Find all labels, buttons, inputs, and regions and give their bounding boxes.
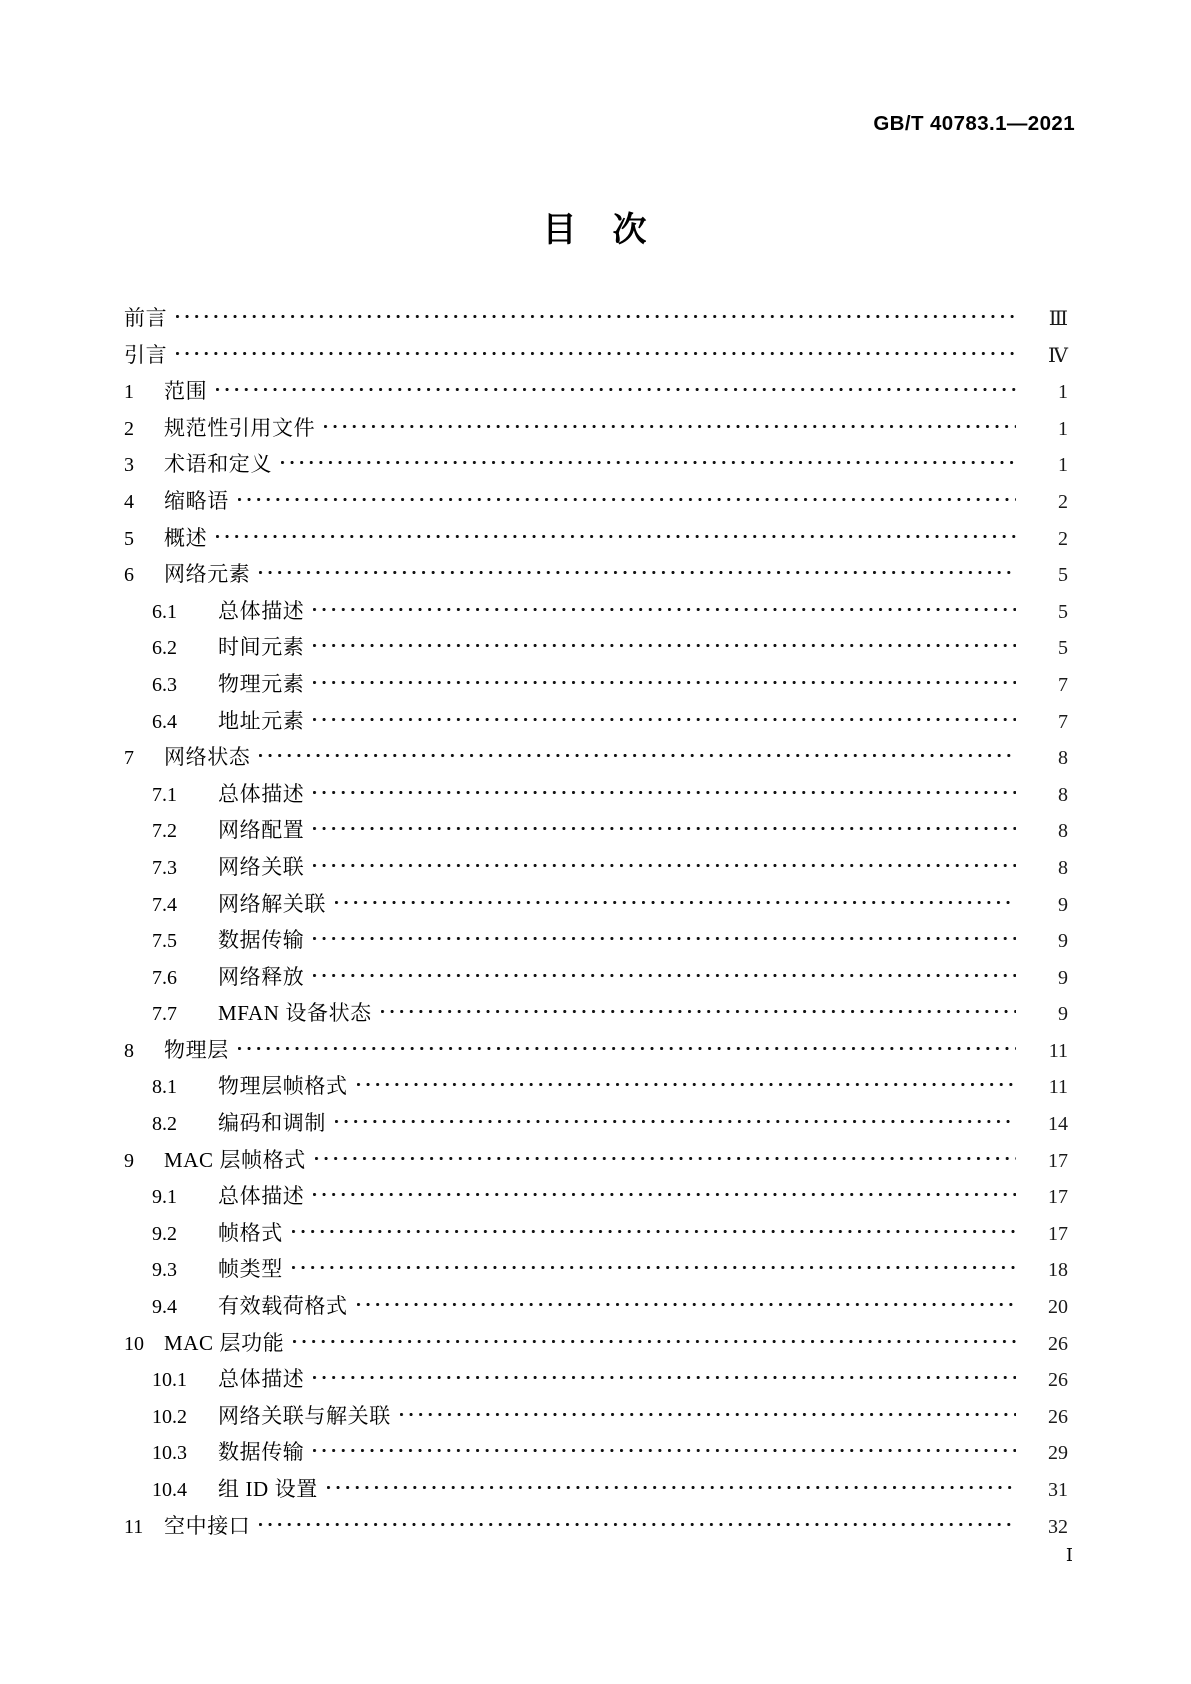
- toc-entry-page-number: 26: [1048, 1332, 1068, 1355]
- toc-entry-page-number: 31: [1048, 1479, 1068, 1501]
- toc-entry-page-number: 5: [1058, 564, 1068, 587]
- toc-entry-label: 范围: [164, 379, 208, 404]
- toc-entry-label: 帧格式: [218, 1220, 283, 1245]
- toc-dot-leader: [313, 926, 1016, 947]
- toc-dot-leader: [313, 707, 1016, 728]
- toc-entry[interactable]: [124, 1068, 1068, 1105]
- toc-dot-leader: [313, 1438, 1016, 1459]
- toc-entry-label: 引言: [124, 342, 168, 367]
- toc-entry-page-number: 1: [1058, 381, 1068, 404]
- toc-dot-leader: [259, 1512, 1016, 1533]
- toc-entry-page-number: 7: [1058, 673, 1068, 696]
- toc-entry[interactable]: [124, 1032, 1068, 1069]
- toc-entry-label: 组 ID 设置: [218, 1477, 318, 1501]
- page-title: [0, 202, 1191, 251]
- toc-entry-page-number: 29: [1048, 1442, 1068, 1465]
- toc-entry-label: 物理层帧格式: [218, 1074, 348, 1099]
- toc-entry-page-number: 9: [1058, 893, 1068, 916]
- toc-entry[interactable]: [124, 1288, 1068, 1325]
- toc-entry-number: 6.4: [152, 710, 177, 733]
- toc-entry[interactable]: [124, 1215, 1068, 1252]
- toc-entry-page-number: 17: [1048, 1222, 1068, 1245]
- toc-dot-leader: [313, 853, 1016, 874]
- toc-entry[interactable]: [124, 886, 1068, 923]
- toc-entry-page-number: 1: [1058, 454, 1068, 477]
- toc-dot-leader: [335, 890, 1016, 911]
- toc-entry[interactable]: [124, 959, 1068, 996]
- toc-entry[interactable]: [124, 373, 1068, 410]
- toc-entry-label: 时间元素: [218, 635, 305, 660]
- toc-entry-number: 1: [124, 381, 134, 404]
- toc-entry-label: 术语和定义: [164, 452, 272, 477]
- toc-dot-leader: [259, 743, 1016, 764]
- toc-entry-label: 地址元素: [218, 708, 305, 733]
- toc-entry-label: 前言: [124, 306, 168, 330]
- toc-entry-page-number: 8: [1058, 747, 1068, 770]
- toc-entry[interactable]: [124, 1325, 1068, 1362]
- toc-entry-page-number: 5: [1058, 600, 1068, 623]
- toc-entry-label: 网络配置: [218, 818, 305, 843]
- toc-entry-page-number: Ⅲ: [1048, 308, 1068, 330]
- toc-entry-label: MAC 层帧格式: [164, 1147, 306, 1172]
- toc-entry-label: 规范性引用文件: [164, 415, 316, 440]
- toc-entry-label: 物理元素: [218, 671, 305, 696]
- toc-entry[interactable]: [124, 593, 1068, 630]
- standard-number-header: GB/T 40783.1—2021: [873, 112, 1075, 135]
- toc-entry-label: 网络关联: [218, 854, 305, 879]
- toc-entry-number: 2: [124, 417, 134, 440]
- toc-entry-number: 7.7: [152, 1003, 177, 1026]
- toc-dot-leader: [238, 1036, 1016, 1057]
- toc-entry[interactable]: [124, 1251, 1068, 1288]
- toc-entry-page-number: 11: [1048, 1039, 1068, 1062]
- toc-entry-label: 总体描述: [218, 781, 305, 806]
- toc-entry-label: 概述: [164, 525, 208, 550]
- toc-dot-leader: [313, 1182, 1016, 1203]
- toc-dot-leader: [313, 963, 1016, 984]
- table-of-contents: [124, 300, 1068, 1544]
- toc-dot-leader: [293, 1329, 1016, 1350]
- toc-entry-page-number: 32: [1048, 1515, 1068, 1538]
- toc-dot-leader: [292, 1219, 1016, 1240]
- toc-entry-page-number: 11: [1048, 1076, 1068, 1099]
- toc-dot-leader: [357, 1072, 1016, 1093]
- toc-dot-leader: [335, 1109, 1016, 1130]
- toc-entry-label: 空中接口: [164, 1513, 251, 1538]
- toc-entry[interactable]: [124, 1508, 1068, 1545]
- toc-entry-number: 9.2: [152, 1222, 177, 1245]
- toc-entry-label: 网络释放: [218, 964, 305, 989]
- toc-dot-leader: [327, 1475, 1016, 1496]
- toc-dot-leader: [292, 1255, 1016, 1276]
- toc-entry-page-number: 7: [1058, 710, 1068, 733]
- toc-entry-number: 7: [124, 747, 134, 770]
- toc-entry[interactable]: [124, 1398, 1068, 1435]
- toc-entry-label: 编码和调制: [218, 1111, 326, 1136]
- toc-entry[interactable]: [124, 776, 1068, 813]
- toc-entry-page-number: 2: [1058, 490, 1068, 513]
- toc-entry-number: 9.4: [152, 1296, 177, 1319]
- toc-entry-label: 网络元素: [164, 562, 251, 587]
- toc-dot-leader: [216, 524, 1016, 545]
- toc-dot-leader: [176, 304, 1016, 325]
- toc-entry-label: 缩略语: [164, 488, 229, 513]
- toc-entry[interactable]: [124, 922, 1068, 959]
- toc-entry-label: 有效载荷格式: [218, 1294, 348, 1319]
- toc-dot-leader: [400, 1402, 1016, 1423]
- toc-entry-page-number: 14: [1048, 1113, 1068, 1136]
- toc-entry-label: 总体描述: [218, 1367, 305, 1392]
- page-title-char-2: 次: [612, 211, 649, 249]
- toc-dot-leader: [315, 1146, 1016, 1167]
- toc-dot-leader: [313, 816, 1016, 837]
- toc-dot-leader: [216, 377, 1016, 398]
- toc-entry-number: 7.3: [152, 856, 177, 879]
- toc-entry[interactable]: [124, 666, 1068, 703]
- toc-entry-number: 4: [124, 490, 134, 513]
- toc-entry-number: 8.2: [152, 1113, 177, 1136]
- toc-dot-leader: [357, 1292, 1016, 1313]
- toc-dot-leader: [259, 560, 1016, 581]
- toc-entry[interactable]: [124, 995, 1068, 1032]
- toc-dot-leader: [381, 999, 1016, 1020]
- toc-entry-page-number: 18: [1048, 1259, 1068, 1282]
- toc-dot-leader: [281, 450, 1016, 471]
- toc-entry-label: 总体描述: [218, 598, 305, 623]
- toc-entry[interactable]: [124, 1142, 1068, 1179]
- toc-entry-number: 6.3: [152, 673, 177, 696]
- toc-entry-number: 9.3: [152, 1259, 177, 1282]
- toc-entry[interactable]: [124, 1471, 1068, 1508]
- toc-entry-page-number: 9: [1058, 966, 1068, 989]
- toc-entry-page-number: 2: [1058, 527, 1068, 550]
- toc-entry[interactable]: [124, 446, 1068, 483]
- toc-dot-leader: [324, 414, 1016, 435]
- toc-entry-label: 数据传输: [218, 1440, 305, 1465]
- toc-entry-number: 7.6: [152, 966, 177, 989]
- toc-entry-label: MAC 层功能: [164, 1330, 285, 1355]
- toc-entry[interactable]: [124, 337, 1068, 374]
- toc-entry-number: 11: [124, 1515, 144, 1538]
- toc-entry-page-number: 9: [1058, 1003, 1068, 1026]
- toc-dot-leader: [313, 633, 1016, 654]
- toc-entry[interactable]: [124, 1178, 1068, 1215]
- toc-entry[interactable]: [124, 483, 1068, 520]
- toc-entry[interactable]: [124, 629, 1068, 666]
- toc-entry-page-number: 8: [1058, 783, 1068, 806]
- toc-entry[interactable]: [124, 849, 1068, 886]
- toc-entry-number: 10.2: [152, 1405, 187, 1428]
- toc-entry-number: 10.1: [152, 1369, 187, 1392]
- toc-entry-number: 7.2: [152, 820, 177, 843]
- toc-entry-label: MFAN 设备状态: [218, 1001, 372, 1026]
- toc-entry[interactable]: [124, 739, 1068, 776]
- toc-entry-page-number: 1: [1058, 417, 1068, 440]
- toc-entry[interactable]: [124, 300, 1068, 337]
- toc-entry-page-number: 26: [1048, 1369, 1068, 1392]
- toc-entry-label: 数据传输: [218, 928, 305, 953]
- toc-entry-number: 10.4: [152, 1479, 187, 1501]
- toc-entry[interactable]: [124, 410, 1068, 447]
- toc-entry[interactable]: [124, 812, 1068, 849]
- toc-entry-number: 6.2: [152, 637, 177, 660]
- toc-entry-number: 6: [124, 564, 134, 587]
- toc-entry-number: 3: [124, 454, 134, 477]
- toc-entry[interactable]: [124, 1105, 1068, 1142]
- toc-entry[interactable]: [124, 520, 1068, 557]
- toc-entry-number: 8: [124, 1039, 134, 1062]
- toc-entry-number: 10.3: [152, 1442, 187, 1465]
- page-number-footer: Ⅰ: [1065, 1545, 1073, 1565]
- toc-entry-number: 5: [124, 527, 134, 550]
- toc-entry-label: 网络解关联: [218, 891, 326, 916]
- toc-entry-page-number: 17: [1048, 1149, 1068, 1172]
- toc-entry[interactable]: [124, 556, 1068, 593]
- toc-entry-page-number: 8: [1058, 856, 1068, 879]
- toc-entry-page-number: 5: [1058, 637, 1068, 660]
- toc-entry-number: 7.4: [152, 893, 177, 916]
- toc-entry-page-number: 26: [1048, 1405, 1068, 1428]
- toc-dot-leader: [313, 1365, 1016, 1386]
- toc-entry-page-number: 9: [1058, 930, 1068, 953]
- toc-entry-page-number: 8: [1058, 820, 1068, 843]
- toc-entry[interactable]: [124, 1434, 1068, 1471]
- toc-entry-page-number: Ⅳ: [1048, 344, 1068, 367]
- toc-entry-number: 9.1: [152, 1186, 177, 1209]
- toc-dot-leader: [176, 341, 1016, 362]
- toc-entry-number: 6.1: [152, 600, 177, 623]
- toc-entry-number: 8.1: [152, 1076, 177, 1099]
- toc-entry-page-number: 20: [1048, 1296, 1068, 1319]
- toc-entry-label: 网络关联与解关联: [218, 1403, 391, 1428]
- toc-dot-leader: [313, 780, 1016, 801]
- toc-dot-leader: [313, 597, 1016, 618]
- toc-entry-number: 7.5: [152, 930, 177, 953]
- toc-entry[interactable]: [124, 1361, 1068, 1398]
- toc-entry-label: 总体描述: [218, 1184, 305, 1209]
- toc-entry-label: 网络状态: [164, 745, 251, 770]
- toc-entry-label: 物理层: [164, 1037, 229, 1062]
- page-title-char-1: 目: [542, 211, 579, 249]
- toc-dot-leader: [238, 487, 1016, 508]
- toc-entry-page-number: 17: [1048, 1186, 1068, 1209]
- toc-dot-leader: [313, 670, 1016, 691]
- toc-entry-number: 9: [124, 1149, 134, 1172]
- toc-entry-number: 10: [124, 1332, 144, 1355]
- toc-entry-number: 7.1: [152, 783, 177, 806]
- toc-entry-label: 帧类型: [218, 1257, 283, 1282]
- toc-entry[interactable]: [124, 703, 1068, 740]
